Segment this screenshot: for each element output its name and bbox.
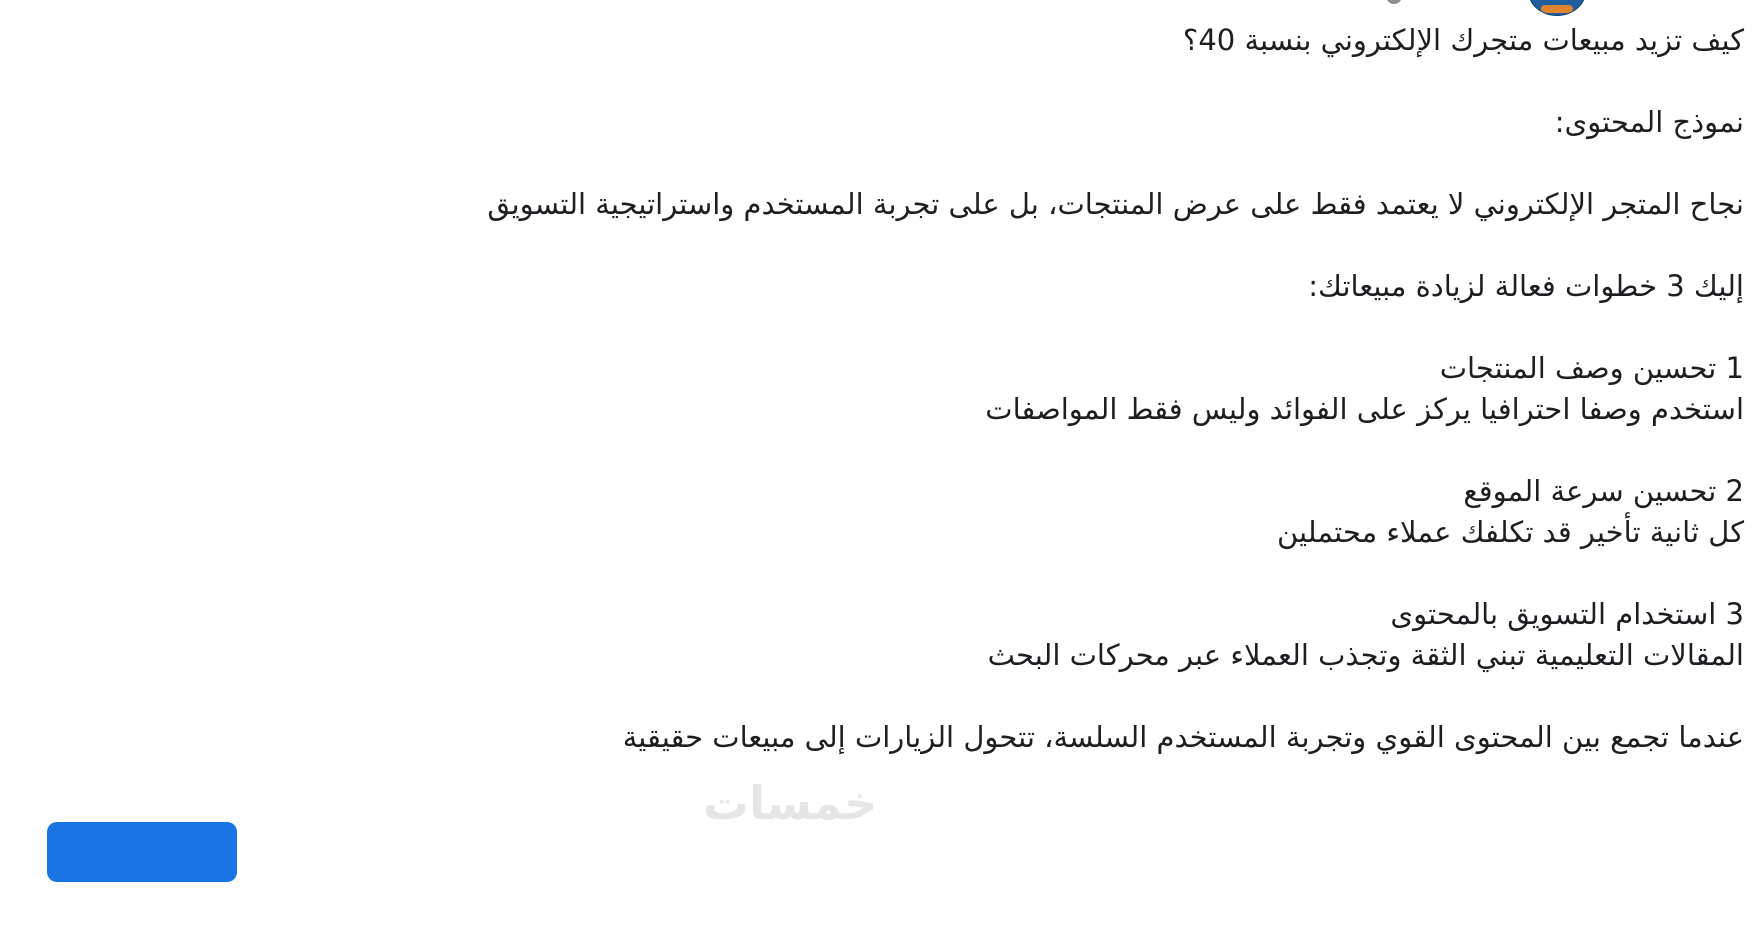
- step-item: [444, 471, 1744, 553]
- post-conclusion: عندما تجمع بين المحتوى القوي وتجربة المستخدم السلسة، تتحول الزيارات إلى مبيعات حقيقية: [622, 720, 1744, 754]
- step-detail: كل ثانية تأخير قد تكلفك عملاء محتملين: [1276, 515, 1744, 549]
- step-item: [444, 594, 1744, 676]
- profile-avatar[interactable]: [1528, 0, 1586, 16]
- watermark-logo: خمسات: [702, 776, 878, 830]
- cta-button[interactable]: [47, 822, 237, 882]
- steps-intro: إليك 3 خطوات فعالة لزيادة مبيعاتك:: [1308, 269, 1744, 303]
- globe-icon: [1386, 0, 1402, 4]
- content-label: نموذج المحتوى:: [1554, 105, 1744, 139]
- post-body: [444, 20, 1744, 799]
- step-detail: المقالات التعليمية تبني الثقة وتجذب العملاء عبر محركات البحث: [987, 638, 1744, 672]
- post-title: كيف تزيد مبيعات متجرك الإلكتروني بنسبة 40؟: [1182, 23, 1744, 57]
- step-heading: 2 تحسين سرعة الموقع: [1463, 474, 1744, 508]
- step-detail: استخدم وصفا احترافيا يركز على الفوائد وليس فقط المواصفات: [985, 392, 1744, 426]
- step-heading: 3 استخدام التسويق بالمحتوى: [1390, 597, 1744, 631]
- post-intro: نجاح المتجر الإلكتروني لا يعتمد فقط على عرض المنتجات، بل على تجربة المستخدم واستراتيجية التسويق: [487, 187, 1744, 221]
- step-heading: 1 تحسين وصف المنتجات: [1439, 351, 1744, 385]
- post-header: [1492, 0, 1752, 14]
- step-item: [444, 348, 1744, 430]
